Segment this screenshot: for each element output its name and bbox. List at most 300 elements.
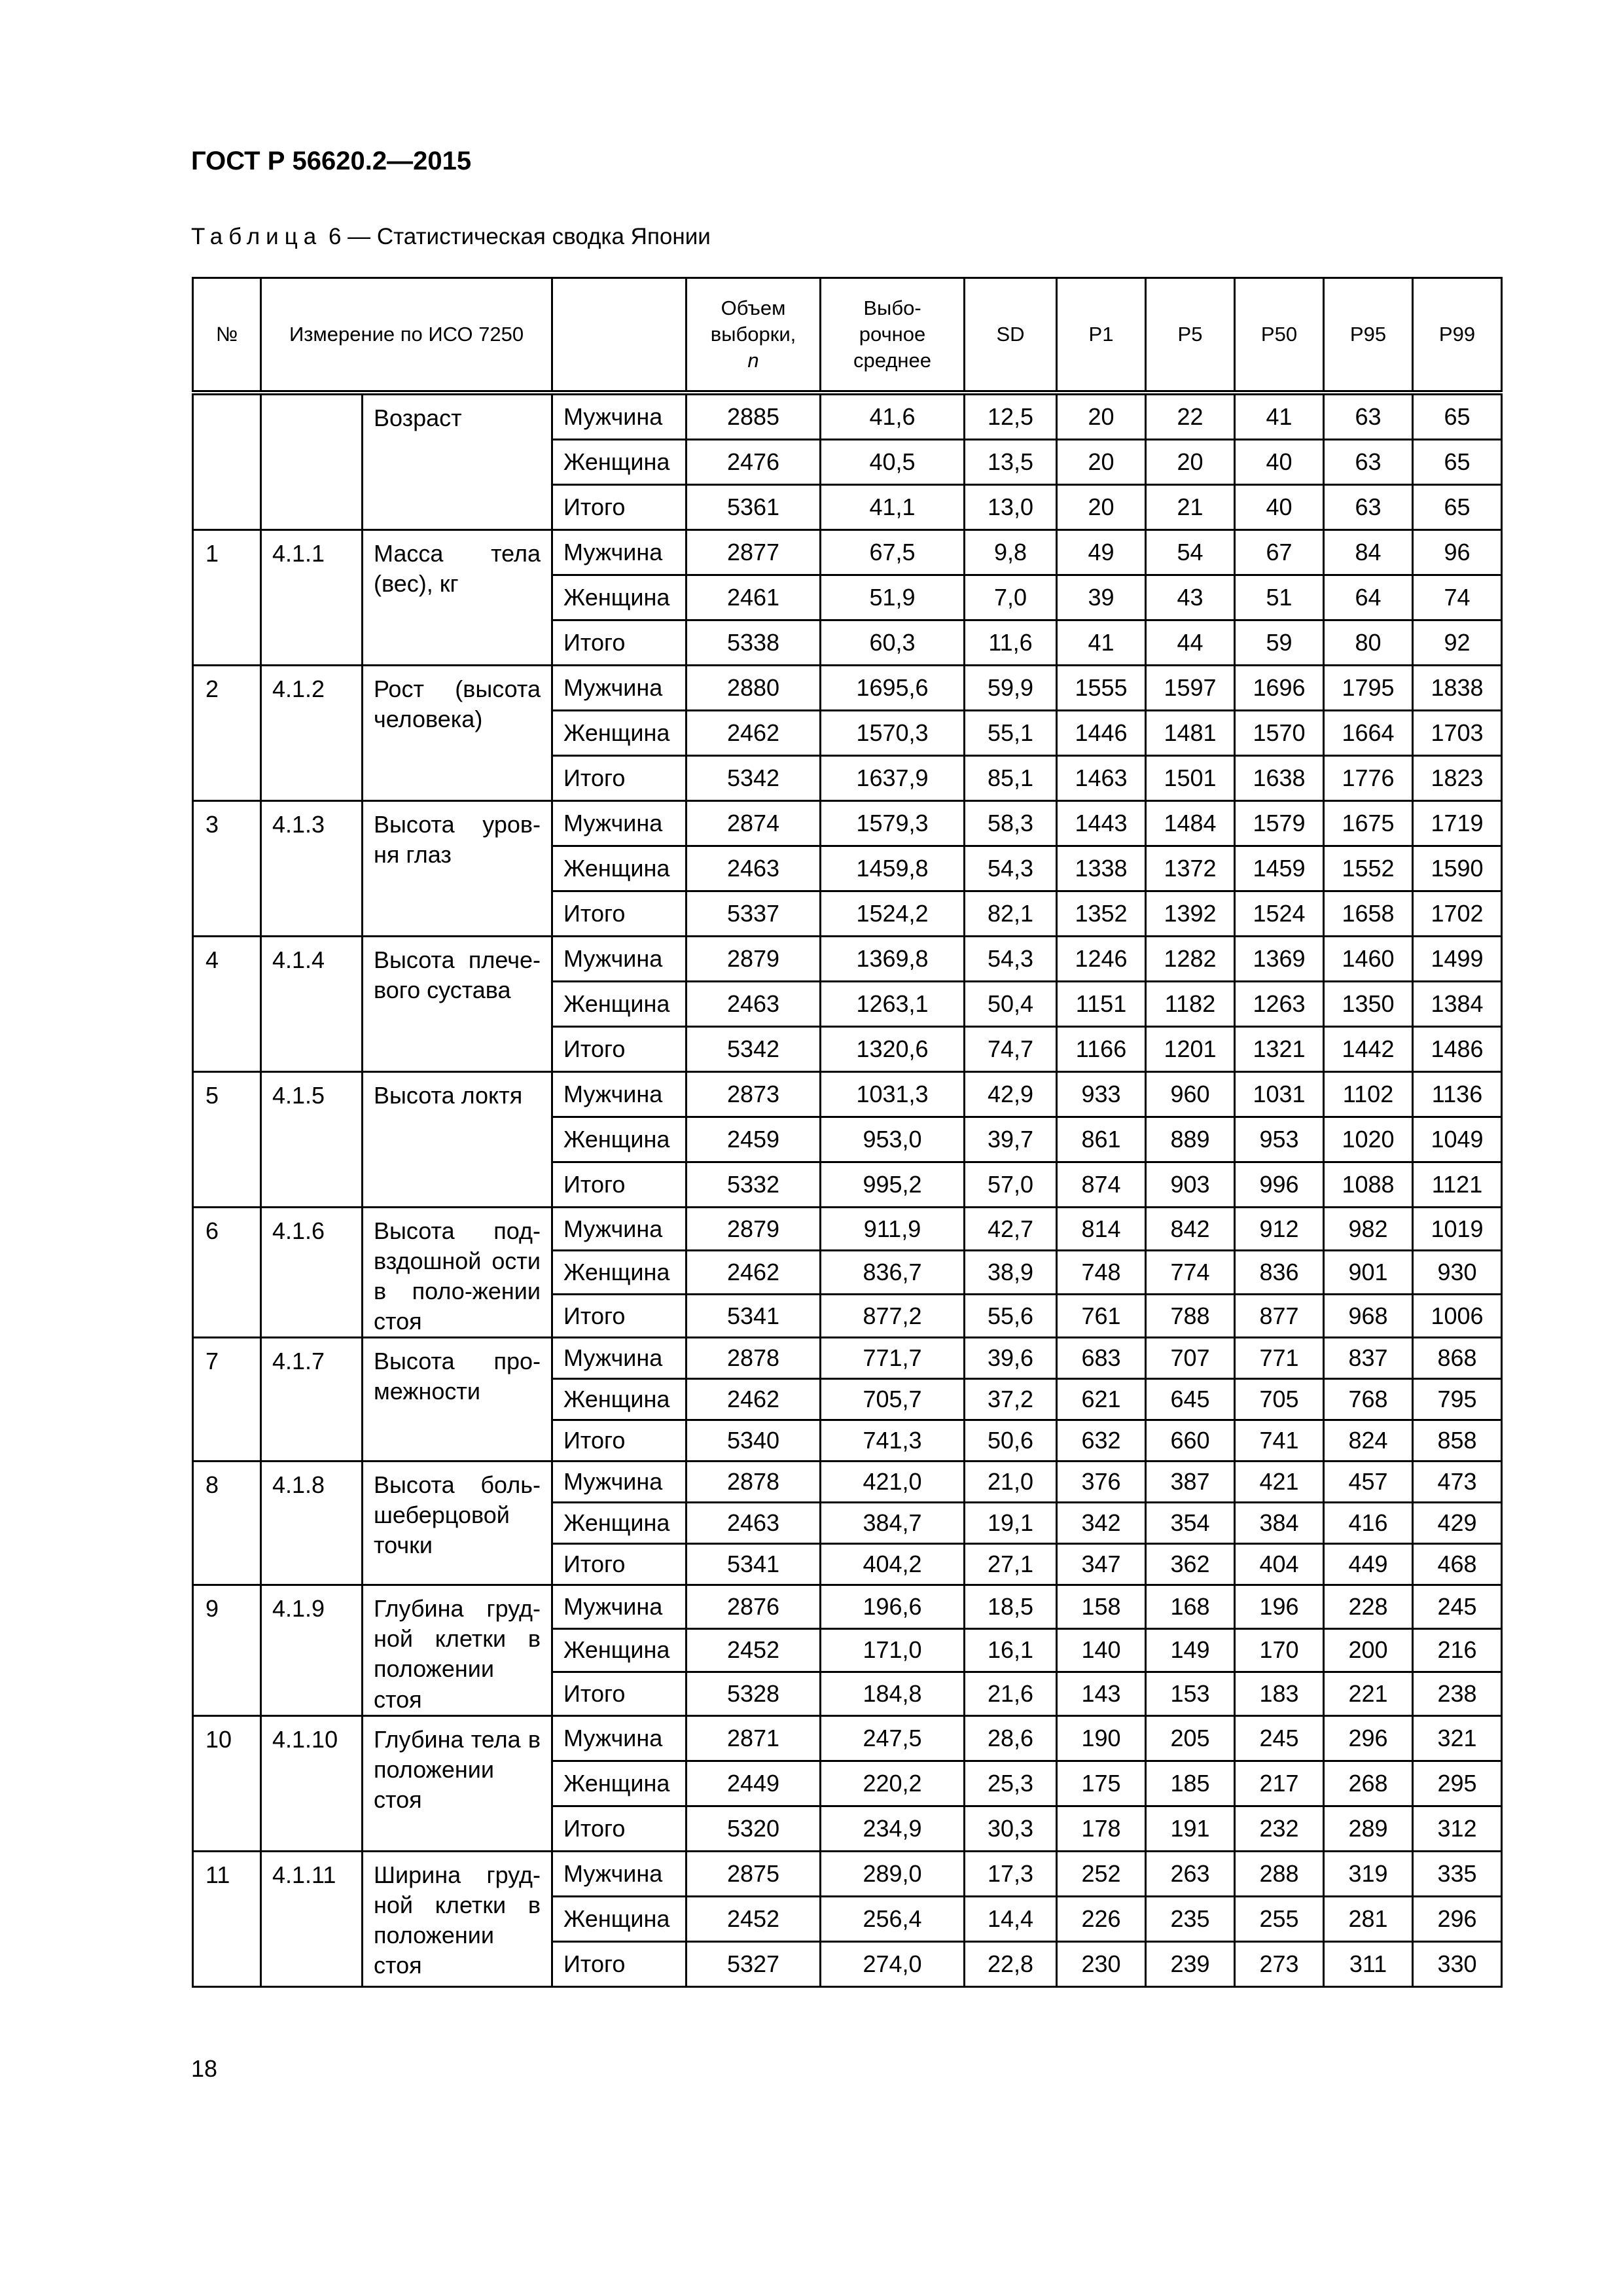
value-cell-p99: 1838 [1413,666,1502,711]
sex-cell: Итого [552,891,687,937]
value-cell-sd: 54,3 [965,846,1057,891]
value-cell-sd: 55,1 [965,711,1057,756]
value-cell-p5: 960 [1146,1072,1235,1117]
sex-cell: Мужчина [552,1208,687,1251]
value-cell-p1: 49 [1057,530,1146,575]
value-cell-p1: 632 [1057,1420,1146,1462]
measure-name: Высота под-вздошной ости в поло-жении стоя [363,1208,552,1338]
value-cell-p95: 64 [1324,575,1413,620]
value-cell-sd: 13,5 [965,440,1057,485]
sex-cell: Женщина [552,440,687,485]
header-p1: P1 [1057,278,1146,393]
header-sex [552,278,687,393]
value-cell-p5: 153 [1146,1672,1235,1715]
value-cell-mean: 1031,3 [821,1072,965,1117]
value-cell-p5: 903 [1146,1162,1235,1208]
value-cell-p5: 660 [1146,1420,1235,1462]
value-cell-p1: 861 [1057,1117,1146,1162]
value-cell-p1: 175 [1057,1761,1146,1806]
value-cell-mean: 41,1 [821,485,965,530]
value-cell-p99: 868 [1413,1338,1502,1379]
sex-cell: Мужчина [552,666,687,711]
sex-cell: Мужчина [552,393,687,440]
value-cell-n: 2449 [687,1761,821,1806]
value-cell-p5: 235 [1146,1896,1235,1941]
header-sample-size-line2: выборки, [710,322,796,346]
value-cell-p99: 1590 [1413,846,1502,891]
measure-number: 3 [193,801,261,937]
iso-code: 4.1.7 [261,1338,363,1462]
value-cell-p1: 39 [1057,575,1146,620]
value-cell-p99: 245 [1413,1585,1502,1628]
value-cell-mean: 404,2 [821,1544,965,1585]
value-cell-p50: 1263 [1235,982,1324,1027]
header-measure: Измерение по ИСО 7250 [261,278,552,393]
value-cell-p99: 468 [1413,1544,1502,1585]
header-no: № [193,278,261,393]
measure-number: 2 [193,666,261,801]
value-cell-p1: 230 [1057,1941,1146,1986]
value-cell-p99: 92 [1413,620,1502,666]
value-cell-p5: 1484 [1146,801,1235,846]
table-body [193,393,1502,1986]
iso-code: 4.1.9 [261,1585,363,1715]
value-cell-p50: 741 [1235,1420,1324,1462]
value-cell-sd: 85,1 [965,756,1057,801]
value-cell-p50: 196 [1235,1585,1324,1628]
value-cell-n: 2876 [687,1585,821,1628]
value-cell-n: 5327 [687,1941,821,1986]
value-cell-sd: 58,3 [965,801,1057,846]
value-cell-p95: 1664 [1324,711,1413,756]
value-cell-mean: 220,2 [821,1761,965,1806]
value-cell-p1: 814 [1057,1208,1146,1251]
value-cell-p50: 41 [1235,393,1324,440]
value-cell-p95: 63 [1324,393,1413,440]
value-cell-p1: 683 [1057,1338,1146,1379]
value-cell-p1: 20 [1057,485,1146,530]
value-cell-p5: 191 [1146,1806,1235,1851]
value-cell-mean: 196,6 [821,1585,965,1628]
value-cell-p99: 65 [1413,440,1502,485]
measure-name: Глубина груд-ной клетки в положении стоя [363,1585,552,1715]
value-cell-p5: 54 [1146,530,1235,575]
value-cell-p95: 1675 [1324,801,1413,846]
value-cell-p50: 771 [1235,1338,1324,1379]
value-cell-n: 5342 [687,1027,821,1072]
value-cell-mean: 171,0 [821,1628,965,1672]
measure-number: 7 [193,1338,261,1462]
sex-cell: Женщина [552,711,687,756]
value-cell-p95: 268 [1324,1761,1413,1806]
value-cell-mean: 1637,9 [821,756,965,801]
header-p99: P99 [1413,278,1502,393]
value-cell-p5: 354 [1146,1503,1235,1544]
value-cell-p1: 41 [1057,620,1146,666]
table-row [193,1715,1502,1761]
value-cell-mean: 1570,3 [821,711,965,756]
value-cell-mean: 1695,6 [821,666,965,711]
measure-name: Ширина груд-ной клетки в положении стоя [363,1851,552,1986]
value-cell-p1: 1246 [1057,937,1146,982]
value-cell-p99: 312 [1413,1806,1502,1851]
table-row [193,1851,1502,1896]
iso-code: 4.1.8 [261,1462,363,1585]
value-cell-p1: 748 [1057,1251,1146,1294]
value-cell-p1: 342 [1057,1503,1146,1544]
table-caption-text: — Статистическая сводка Японии [348,224,711,249]
value-cell-p95: 1020 [1324,1117,1413,1162]
value-cell-p50: 404 [1235,1544,1324,1585]
value-cell-p50: 67 [1235,530,1324,575]
value-cell-p95: 1460 [1324,937,1413,982]
value-cell-mean: 836,7 [821,1251,965,1294]
value-cell-sd: 54,3 [965,937,1057,982]
value-cell-p95: 289 [1324,1806,1413,1851]
value-cell-p1: 1338 [1057,846,1146,891]
value-cell-p5: 20 [1146,440,1235,485]
value-cell-p50: 1579 [1235,801,1324,846]
value-cell-p5: 889 [1146,1117,1235,1162]
value-cell-p95: 221 [1324,1672,1413,1715]
value-cell-p50: 836 [1235,1251,1324,1294]
value-cell-n: 2462 [687,1251,821,1294]
value-cell-p1: 158 [1057,1585,1146,1628]
value-cell-n: 2885 [687,393,821,440]
value-cell-sd: 50,4 [965,982,1057,1027]
value-cell-n: 2878 [687,1338,821,1379]
value-cell-p99: 473 [1413,1462,1502,1503]
value-cell-n: 2463 [687,1503,821,1544]
value-cell-p95: 84 [1324,530,1413,575]
value-cell-p99: 1006 [1413,1294,1502,1337]
value-cell-p99: 1499 [1413,937,1502,982]
value-cell-n: 2874 [687,801,821,846]
value-cell-p5: 1501 [1146,756,1235,801]
value-cell-p99: 1049 [1413,1117,1502,1162]
measure-number: 6 [193,1208,261,1338]
statistics-table [192,277,1503,1988]
value-cell-p1: 178 [1057,1806,1146,1851]
value-cell-sd: 16,1 [965,1628,1057,1672]
header-sample-size-line3: n [747,349,759,372]
value-cell-p50: 40 [1235,485,1324,530]
value-cell-sd: 74,7 [965,1027,1057,1072]
table-header-row [193,278,1502,393]
value-cell-p5: 774 [1146,1251,1235,1294]
value-cell-n: 5320 [687,1806,821,1851]
value-cell-p1: 874 [1057,1162,1146,1208]
value-cell-mean: 384,7 [821,1503,965,1544]
header-p50: P50 [1235,278,1324,393]
value-cell-p50: 421 [1235,1462,1324,1503]
header-p95: P95 [1324,278,1413,393]
measure-name: Высота про-межности [363,1338,552,1462]
value-cell-n: 2873 [687,1072,821,1117]
value-cell-sd: 38,9 [965,1251,1057,1294]
value-cell-p95: 768 [1324,1379,1413,1420]
table-row [193,1208,1502,1251]
value-cell-p50: 217 [1235,1761,1324,1806]
sex-cell: Мужчина [552,937,687,982]
value-cell-mean: 41,6 [821,393,965,440]
value-cell-mean: 40,5 [821,440,965,485]
value-cell-p1: 190 [1057,1715,1146,1761]
value-cell-p95: 319 [1324,1851,1413,1896]
sex-cell: Мужчина [552,801,687,846]
value-cell-p50: 1524 [1235,891,1324,937]
value-cell-p99: 321 [1413,1715,1502,1761]
value-cell-p50: 273 [1235,1941,1324,1986]
value-cell-p99: 74 [1413,575,1502,620]
value-cell-n: 2875 [687,1851,821,1896]
value-cell-p50: 912 [1235,1208,1324,1251]
sex-cell: Итого [552,1806,687,1851]
sex-cell: Итого [552,1941,687,1986]
sex-cell: Мужчина [552,1338,687,1379]
value-cell-sd: 82,1 [965,891,1057,937]
value-cell-mean: 911,9 [821,1208,965,1251]
sex-cell: Итого [552,620,687,666]
sex-cell: Женщина [552,982,687,1027]
value-cell-mean: 51,9 [821,575,965,620]
value-cell-n: 5342 [687,756,821,801]
value-cell-p95: 80 [1324,620,1413,666]
value-cell-sd: 13,0 [965,485,1057,530]
value-cell-p50: 170 [1235,1628,1324,1672]
value-cell-mean: 953,0 [821,1117,965,1162]
value-cell-sd: 37,2 [965,1379,1057,1420]
value-cell-mean: 234,9 [821,1806,965,1851]
measure-number: 11 [193,1851,261,1986]
value-cell-p95: 901 [1324,1251,1413,1294]
sex-cell: Женщина [552,846,687,891]
value-cell-sd: 17,3 [965,1851,1057,1896]
value-cell-p50: 288 [1235,1851,1324,1896]
iso-code: 4.1.11 [261,1851,363,1986]
sex-cell: Итого [552,485,687,530]
sex-cell: Женщина [552,1761,687,1806]
value-cell-p99: 1823 [1413,756,1502,801]
value-cell-n: 2877 [687,530,821,575]
header-mean [821,278,965,393]
value-cell-p99: 1384 [1413,982,1502,1027]
value-cell-p1: 140 [1057,1628,1146,1672]
value-cell-p95: 1088 [1324,1162,1413,1208]
value-cell-p95: 824 [1324,1420,1413,1462]
value-cell-n: 2463 [687,846,821,891]
sex-cell: Женщина [552,1379,687,1420]
sex-cell: Женщина [552,1628,687,1672]
value-cell-p1: 226 [1057,1896,1146,1941]
value-cell-p99: 1703 [1413,711,1502,756]
sex-cell: Итого [552,1162,687,1208]
value-cell-sd: 27,1 [965,1544,1057,1585]
value-cell-n: 2462 [687,1379,821,1420]
value-cell-p99: 330 [1413,1941,1502,1986]
measure-name: Рост (высота человека) [363,666,552,801]
measure-name: Возраст [363,393,552,530]
sex-cell: Итого [552,756,687,801]
header-sd: SD [965,278,1057,393]
table-row [193,666,1502,711]
value-cell-n: 2880 [687,666,821,711]
value-cell-n: 5340 [687,1420,821,1462]
value-cell-p5: 1597 [1146,666,1235,711]
sex-cell: Мужчина [552,1072,687,1117]
value-cell-p95: 311 [1324,1941,1413,1986]
value-cell-p1: 252 [1057,1851,1146,1896]
value-cell-p5: 43 [1146,575,1235,620]
value-cell-n: 2879 [687,1208,821,1251]
value-cell-p1: 1555 [1057,666,1146,711]
sex-cell: Итого [552,1544,687,1585]
value-cell-sd: 11,6 [965,620,1057,666]
table-row [193,801,1502,846]
page-number: 18 [191,2055,218,2082]
value-cell-p5: 239 [1146,1941,1235,1986]
sex-cell: Мужчина [552,1851,687,1896]
value-cell-p1: 1446 [1057,711,1146,756]
value-cell-p99: 1719 [1413,801,1502,846]
value-cell-p5: 1201 [1146,1027,1235,1072]
value-cell-p1: 933 [1057,1072,1146,1117]
sex-cell: Мужчина [552,1462,687,1503]
measure-number: 10 [193,1715,261,1851]
value-cell-p95: 63 [1324,485,1413,530]
value-cell-p99: 1486 [1413,1027,1502,1072]
value-cell-p50: 877 [1235,1294,1324,1337]
value-cell-p95: 457 [1324,1462,1413,1503]
iso-code: 4.1.5 [261,1072,363,1208]
value-cell-p99: 1702 [1413,891,1502,937]
value-cell-p95: 1442 [1324,1027,1413,1072]
value-cell-p99: 96 [1413,530,1502,575]
value-cell-p5: 1182 [1146,982,1235,1027]
value-cell-sd: 57,0 [965,1162,1057,1208]
value-cell-mean: 1524,2 [821,891,965,937]
value-cell-n: 5338 [687,620,821,666]
value-cell-sd: 28,6 [965,1715,1057,1761]
value-cell-p99: 335 [1413,1851,1502,1896]
value-cell-p1: 1151 [1057,982,1146,1027]
value-cell-p5: 645 [1146,1379,1235,1420]
value-cell-sd: 25,3 [965,1761,1057,1806]
value-cell-p95: 449 [1324,1544,1413,1585]
sex-cell: Итого [552,1027,687,1072]
value-cell-p50: 255 [1235,1896,1324,1941]
iso-code: 4.1.1 [261,530,363,666]
table-row [193,1072,1502,1117]
value-cell-mean: 1263,1 [821,982,965,1027]
measure-name: Высота уров-ня глаз [363,801,552,937]
value-cell-p99: 216 [1413,1628,1502,1672]
value-cell-p1: 143 [1057,1672,1146,1715]
value-cell-p99: 296 [1413,1896,1502,1941]
value-cell-p95: 837 [1324,1338,1413,1379]
value-cell-p95: 1776 [1324,756,1413,801]
value-cell-p99: 1019 [1413,1208,1502,1251]
value-cell-p5: 205 [1146,1715,1235,1761]
measure-number: 8 [193,1462,261,1585]
value-cell-p50: 1369 [1235,937,1324,982]
value-cell-mean: 741,3 [821,1420,965,1462]
value-cell-sd: 22,8 [965,1941,1057,1986]
value-cell-p50: 705 [1235,1379,1324,1420]
value-cell-n: 5337 [687,891,821,937]
measure-name: Глубина тела в положении стоя [363,1715,552,1851]
value-cell-p1: 1443 [1057,801,1146,846]
value-cell-p5: 362 [1146,1544,1235,1585]
value-cell-p99: 858 [1413,1420,1502,1462]
value-cell-n: 5341 [687,1544,821,1585]
measure-name: Масса тела (вес), кг [363,530,552,666]
value-cell-p95: 63 [1324,440,1413,485]
measure-number: 9 [193,1585,261,1715]
value-cell-sd: 39,6 [965,1338,1057,1379]
value-cell-p50: 1459 [1235,846,1324,891]
value-cell-n: 5361 [687,485,821,530]
value-cell-p5: 1481 [1146,711,1235,756]
value-cell-p5: 842 [1146,1208,1235,1251]
value-cell-n: 2461 [687,575,821,620]
header-mean-line2: рочное [859,322,926,346]
value-cell-sd: 30,3 [965,1806,1057,1851]
measure-number: 4 [193,937,261,1072]
value-cell-p50: 1570 [1235,711,1324,756]
value-cell-mean: 421,0 [821,1462,965,1503]
header-p5: P5 [1146,278,1235,393]
value-cell-p5: 263 [1146,1851,1235,1896]
value-cell-n: 5332 [687,1162,821,1208]
value-cell-p99: 65 [1413,485,1502,530]
sex-cell: Женщина [552,1251,687,1294]
value-cell-p95: 1795 [1324,666,1413,711]
value-cell-p1: 1352 [1057,891,1146,937]
value-cell-p99: 1136 [1413,1072,1502,1117]
value-cell-p95: 1350 [1324,982,1413,1027]
value-cell-p99: 1121 [1413,1162,1502,1208]
value-cell-mean: 67,5 [821,530,965,575]
value-cell-sd: 12,5 [965,393,1057,440]
value-cell-p95: 1658 [1324,891,1413,937]
measure-name: Высота плече-вого сустава [363,937,552,1072]
value-cell-p95: 296 [1324,1715,1413,1761]
value-cell-p95: 968 [1324,1294,1413,1337]
value-cell-p50: 40 [1235,440,1324,485]
value-cell-mean: 995,2 [821,1162,965,1208]
value-cell-p50: 59 [1235,620,1324,666]
value-cell-p1: 1166 [1057,1027,1146,1072]
value-cell-p5: 21 [1146,485,1235,530]
value-cell-mean: 1459,8 [821,846,965,891]
value-cell-p1: 347 [1057,1544,1146,1585]
value-cell-p99: 238 [1413,1672,1502,1715]
sex-cell: Мужчина [552,1715,687,1761]
table-caption [191,224,711,250]
value-cell-n: 2871 [687,1715,821,1761]
value-cell-n: 2463 [687,982,821,1027]
value-cell-sd: 18,5 [965,1585,1057,1628]
value-cell-n: 2878 [687,1462,821,1503]
value-cell-p5: 387 [1146,1462,1235,1503]
table-caption-label: Таблица [191,224,323,249]
value-cell-p99: 295 [1413,1761,1502,1806]
value-cell-p50: 384 [1235,1503,1324,1544]
value-cell-mean: 1579,3 [821,801,965,846]
iso-code: 4.1.10 [261,1715,363,1851]
value-cell-mean: 274,0 [821,1941,965,1986]
